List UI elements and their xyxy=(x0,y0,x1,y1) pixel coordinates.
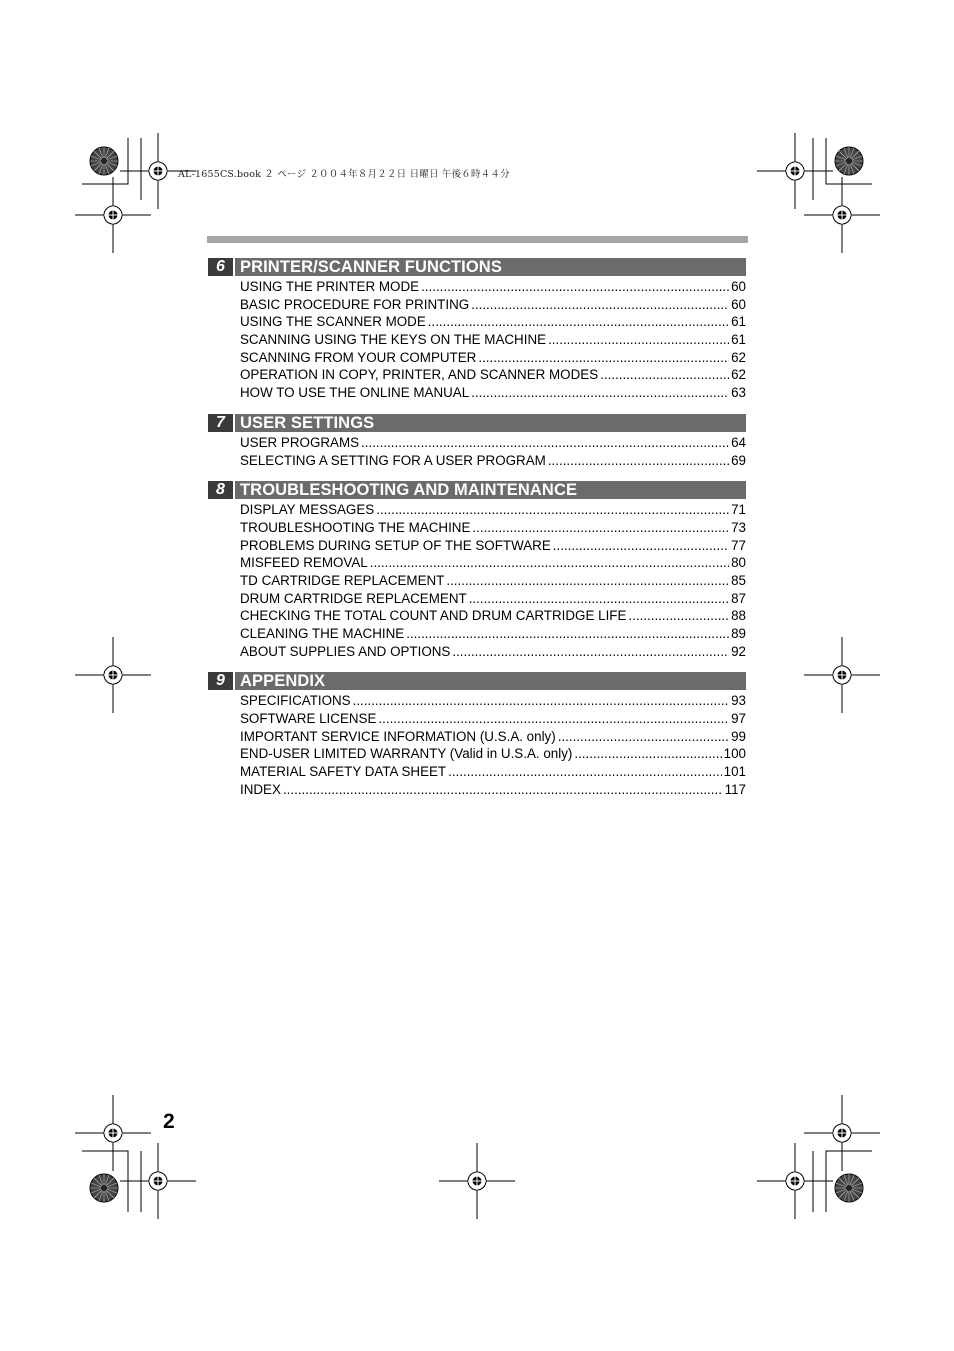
toc-entry-page: 97 xyxy=(731,711,746,727)
section-number: 8 xyxy=(208,481,233,499)
dot-leader xyxy=(283,781,723,799)
toc-entry-label: SCANNING FROM YOUR COMPUTER xyxy=(240,349,477,365)
toc-entry-list xyxy=(208,434,746,469)
dot-leader xyxy=(471,296,729,314)
section-title: TROUBLESHOOTING AND MAINTENANCE xyxy=(235,481,746,499)
dot-leader xyxy=(406,625,729,643)
toc-entry-page: 61 xyxy=(731,314,746,330)
toc-entry-label: HOW TO USE THE ONLINE MANUAL xyxy=(240,385,470,401)
toc-entry-page: 101 xyxy=(723,764,746,780)
section-title: PRINTER/SCANNER FUNCTIONS xyxy=(235,258,746,276)
toc-entry-page: 88 xyxy=(731,608,746,624)
toc-entry-page: 80 xyxy=(731,555,746,571)
section-title: APPENDIX xyxy=(235,672,746,690)
toc-entry[interactable] xyxy=(240,278,746,296)
toc-entry-label: USING THE PRINTER MODE xyxy=(240,279,420,294)
toc-entry-label: SPECIFICATIONS xyxy=(240,693,351,709)
section-title: USER SETTINGS xyxy=(235,414,746,432)
dot-leader xyxy=(353,692,729,710)
toc-entry-page: 60 xyxy=(731,279,746,294)
toc-entry-page: 64 xyxy=(731,434,746,450)
toc-entry-page: 85 xyxy=(731,572,746,588)
toc-section xyxy=(208,481,746,660)
dot-leader xyxy=(421,278,729,296)
toc-entry-label: SOFTWARE LICENSE xyxy=(240,711,377,727)
toc-section xyxy=(208,672,746,798)
toc-entry[interactable] xyxy=(240,296,746,314)
dot-leader xyxy=(548,452,729,470)
toc-entry[interactable] xyxy=(240,625,746,643)
toc-entry-page: 60 xyxy=(731,296,746,312)
toc-entry[interactable] xyxy=(240,728,746,746)
toc-entry-page: 73 xyxy=(731,519,746,535)
section-heading xyxy=(208,481,746,499)
dot-leader xyxy=(548,331,729,349)
toc-section xyxy=(208,414,746,469)
toc-entry-label: END-USER LIMITED WARRANTY (Valid in U.S.A. only) xyxy=(240,746,573,762)
toc-entry[interactable] xyxy=(240,745,746,763)
toc-entry[interactable] xyxy=(240,590,746,608)
toc-entry-label: TD CARTRIDGE REPLACEMENT xyxy=(240,572,445,588)
section-heading xyxy=(208,258,746,276)
toc-entry-page: 87 xyxy=(731,590,746,606)
dot-leader xyxy=(574,745,721,763)
toc-entry-label: PROBLEMS DURING SETUP OF THE SOFTWARE xyxy=(240,537,551,553)
section-number: 7 xyxy=(208,414,233,432)
toc-entry[interactable] xyxy=(240,692,746,710)
toc-entry-page: 71 xyxy=(731,502,746,518)
toc-entry-label: USING THE SCANNER MODE xyxy=(240,314,426,330)
toc-entry[interactable] xyxy=(240,643,746,661)
toc-entry-page: 61 xyxy=(731,332,746,348)
toc-entry-label: IMPORTANT SERVICE INFORMATION (U.S.A. only) xyxy=(240,728,556,744)
toc-entry[interactable] xyxy=(240,572,746,590)
toc-entry-page: 77 xyxy=(731,537,746,553)
dot-leader xyxy=(428,313,729,331)
toc-entry-label: DISPLAY MESSAGES xyxy=(240,502,375,518)
toc-entry[interactable] xyxy=(240,384,746,402)
dot-leader xyxy=(376,501,729,519)
section-number: 9 xyxy=(208,672,233,690)
toc-entry[interactable] xyxy=(240,452,746,470)
toc-entry-page: 99 xyxy=(731,728,746,744)
toc-entry-list xyxy=(208,501,746,660)
table-of-contents xyxy=(208,258,746,811)
toc-entry-label: BASIC PROCEDURE FOR PRINTING xyxy=(240,296,470,312)
toc-entry-label: SELECTING A SETTING FOR A USER PROGRAM xyxy=(240,452,546,468)
toc-entry-page: 117 xyxy=(724,781,746,797)
dot-leader xyxy=(378,710,729,728)
section-number: 6 xyxy=(208,258,233,276)
dot-leader xyxy=(471,384,729,402)
running-header: AL-1655CS.book ２ ページ ２００４年８月２２日 日曜日 午後６時４４分 xyxy=(178,169,510,180)
toc-entry[interactable] xyxy=(240,519,746,537)
toc-entry[interactable] xyxy=(240,607,746,625)
toc-entry[interactable] xyxy=(240,763,746,781)
section-heading xyxy=(208,414,746,432)
toc-section xyxy=(208,258,746,402)
toc-entry-label: MISFEED REMOVAL xyxy=(240,555,368,571)
toc-entry-page: 93 xyxy=(731,693,746,709)
toc-entry-page: 100 xyxy=(723,746,746,762)
dot-leader xyxy=(472,519,729,537)
section-heading xyxy=(208,672,746,690)
toc-entry-page: 62 xyxy=(731,349,746,365)
toc-entry[interactable] xyxy=(240,781,746,799)
toc-entry-label: INDEX xyxy=(240,781,281,797)
dot-leader xyxy=(558,728,729,746)
dot-leader xyxy=(452,643,729,661)
top-rule xyxy=(207,236,748,243)
toc-entry-list xyxy=(208,278,746,402)
toc-entry-label: OPERATION IN COPY, PRINTER, AND SCANNER MODES xyxy=(240,367,599,383)
toc-entry[interactable] xyxy=(240,349,746,367)
dot-leader xyxy=(600,366,729,384)
dot-leader xyxy=(628,607,729,625)
toc-entry[interactable] xyxy=(240,366,746,384)
toc-entry-label: USER PROGRAMS xyxy=(240,434,360,450)
toc-entry[interactable] xyxy=(240,331,746,349)
toc-entry[interactable] xyxy=(240,554,746,572)
dot-leader xyxy=(448,763,722,781)
toc-entry-page: 62 xyxy=(731,367,746,383)
toc-entry[interactable] xyxy=(240,501,746,519)
toc-entry-page: 89 xyxy=(731,626,746,641)
toc-entry-label: CLEANING THE MACHINE xyxy=(240,626,405,641)
dot-leader xyxy=(361,434,729,452)
toc-entry-page: 69 xyxy=(731,452,746,468)
toc-entry[interactable] xyxy=(240,537,746,555)
toc-entry-page: 63 xyxy=(731,385,746,401)
toc-entry[interactable] xyxy=(240,710,746,728)
page-number: 2 xyxy=(163,1110,175,1133)
dot-leader xyxy=(478,349,729,367)
toc-entry[interactable] xyxy=(240,434,746,452)
dot-leader xyxy=(446,572,729,590)
toc-entry-label: TROUBLESHOOTING THE MACHINE xyxy=(240,519,471,535)
toc-entry-list xyxy=(208,692,746,798)
toc-entry-label: ABOUT SUPPLIES AND OPTIONS xyxy=(240,643,451,659)
toc-entry-page: 92 xyxy=(731,643,746,659)
toc-entry[interactable] xyxy=(240,313,746,331)
toc-entry-label: MATERIAL SAFETY DATA SHEET xyxy=(240,764,447,780)
toc-entry-label: SCANNING USING THE KEYS ON THE MACHINE xyxy=(240,332,547,348)
dot-leader xyxy=(469,590,729,608)
toc-entry-label: CHECKING THE TOTAL COUNT AND DRUM CARTRIDGE LIFE xyxy=(240,608,627,624)
dot-leader xyxy=(553,537,729,555)
toc-entry-label: DRUM CARTRIDGE REPLACEMENT xyxy=(240,590,467,606)
dot-leader xyxy=(370,554,729,572)
